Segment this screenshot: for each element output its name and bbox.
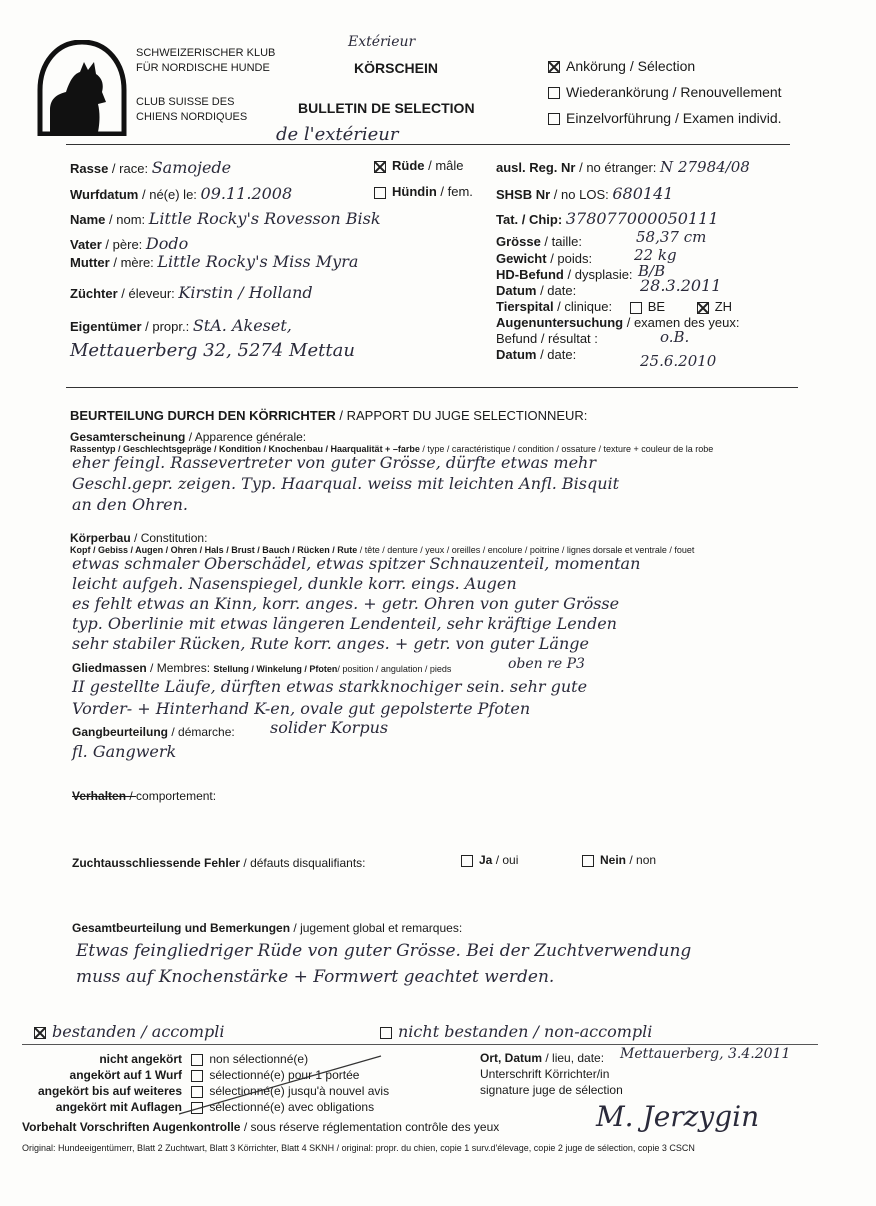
summary-text: Etwas feingliedriger Rüde von guter Grösse. Bei der Zuchtverwendung muss auf Knochenstärke + Formwert geachtet werden. [76,941,692,987]
ja-option[interactable]: Ja / oui [461,853,518,867]
club-logo [36,40,128,136]
chip-value: 378077000050111 [565,209,719,228]
eigentuemer-address: Mettauerberg 32, 5274 Mettau [70,340,355,361]
ort-value: Mettauerberg, 3.4.2011 [620,1046,791,1062]
gewicht-value: 22 kg [634,246,677,264]
gewicht-row: Gewicht / poids: [496,251,593,266]
vorbehalt-row: Vorbehalt Vorschriften Augenkontrolle / sous réserve réglementation contrôle des yeux [22,1120,500,1134]
summary-label: Gesamtbeurteilung und Bemerkungen / jugement global et remarques: [72,921,463,935]
datum-row: Datum / date: [496,283,577,298]
selection-type-options [548,53,782,131]
club-name-de-1: SCHWEIZERISCHER KLUB [136,47,276,59]
result-option-bis-auf-weiteres[interactable]: angekört bis auf weiteres sélectionné(e) jusqu'à nouvel avis [37,1084,390,1098]
nein-option[interactable]: Nein / non [582,853,656,867]
glied-note: oben re P3 [508,656,585,672]
title-de: KÖRSCHEIN [354,60,439,76]
chip-row: Tat. / Chip: 378077000050111 [496,209,719,228]
divider-fields [66,387,798,388]
datum-value: 28.3.2011 [640,276,722,295]
title-fr: BULLETIN DE SELECTION [298,100,475,116]
zuechter-row: Züchter / éleveur: Kirstin / Holland [70,283,313,302]
checkbox-icon[interactable] [630,302,642,314]
checkbox-icon[interactable] [380,1027,392,1039]
tierspital-row: Tierspital / clinique: BE ZH [496,299,733,314]
judge-signature: M. Jerzygin [596,1100,760,1133]
checkbox-checked-icon[interactable] [548,61,560,73]
checkbox-checked-icon[interactable] [34,1027,46,1039]
checkbox-checked-icon[interactable] [697,302,709,314]
huendin-option[interactable]: Hündin / fem. [374,184,473,199]
option-wiederankoerung[interactable]: Wiederankörung / Renouvellement [548,79,782,105]
koerper-sub: Kopf / Gebiss / Augen / Ohren / Hals / Brust / Bauch / Rücken / Rute / tête / denture / yeux / oreilles / encolure / poitrine / lignes dorsale et ventrale / fouet [70,545,695,555]
zuechter-value: Kirstin / Holland [178,283,313,302]
glied-label: Gliedmassen / Membres: Stellung / Winkelung / Pfoten/ position / angulation / pieds [72,661,452,675]
gang-note: solider Korpus [270,718,389,737]
koerper-text: etwas schmaler Oberschädel, etwas spitzer Schnauzenteil, momentan leicht aufgeh. Nasenspiegel, dunkle korr. eings. Augen es fehlt etwas an Kinn, korr. anges. + getr. Ohren von guter Grösse typ. Oberlinie mit etwas längeren Lendenteil, sehr kräftige Lenden sehr stabiler Rücken, Rute korr. anges. + getr. von guter Länge [72,554,641,653]
mutter-value: Little Rocky's Miss Myra [157,252,359,271]
vater-value: Dodo [145,234,189,253]
dog-logo-icon [36,40,128,136]
checkbox-icon[interactable] [374,187,386,199]
eigentuemer-value: StA. Akeset, [192,316,292,335]
sig-label: Unterschrift Körrichter/in [480,1067,610,1081]
ausl-value: N 27984/08 [660,158,750,176]
footer-note: Original: Hundeeigentümerr, Blatt 2 Zuchtwart, Blatt 3 Körrichter, Blatt 4 SKNH / original: propr. du chien, copie 1 surv.d'élevage, copie 2 juge de sélection, copie 3 CSCN [22,1143,695,1153]
wurfdatum-value: 09.11.2008 [200,184,293,203]
eigentuemer-row: Eigentümer / propr.: StA. Akeset, [70,316,292,335]
handwritten-top: Extérieur [348,34,416,50]
fehler-row: Zuchtausschliessende Fehler / défauts disqualifiants: [72,856,366,870]
hd-row: HD-Befund / dysplasie: [496,267,633,282]
shsb-value: 680141 [612,184,674,203]
handwritten-sub: de l'extérieur [276,124,399,145]
mutter-row: Mutter / mère: Little Rocky's Miss Myra [70,252,359,271]
wurfdatum-row: Wurfdatum / né(e) le: 09.11.2008 [70,184,293,203]
hd-value: B/B [638,262,666,280]
vater-row: Vater / père: Dodo [70,234,189,253]
groesse-row: Grösse / taille: [496,234,583,249]
befund-value: o.B. [660,328,690,346]
name-value: Little Rocky's Rovesson Bisk [148,209,381,228]
judge-heading: BEURTEILUNG DURCH DEN KÖRRICHTER / RAPPORT DU JUGE SELECTIONNEUR: [70,408,588,423]
rasse-row: Rasse / race: Samojede [70,158,232,177]
gesamt-text: eher feingl. Rassevertreter von guter Grösse, dürfte etwas mehr Geschl.gepr. zeigen. Typ. Haarqual. weiss mit leichten Anfl. Bisquit an den Ohren. [72,453,620,514]
gesamt-sub: Rassentyp / Geschlechtsgepräge / Kondition / Knochenbau / Haarqualität + –farbe / type / caractéristique / condition / ossature / texture + couleur de la robe [70,444,714,454]
groesse-value: 58,37 cm [636,228,707,246]
shsb-row: SHSB Nr / no LOS: 680141 [496,184,674,203]
option-einzelvorfuehrung[interactable]: Einzelvorführung / Examen individ. [548,105,782,131]
ausl-row: ausl. Reg. Nr / no étranger: N 27984/08 [496,158,750,176]
checkbox-icon[interactable] [548,87,560,99]
result-option-1-wurf[interactable]: angekört auf 1 Wurf sélectionné(e) pour 1 portée [69,1068,360,1082]
rasse-value: Samojede [151,158,232,177]
checkbox-checked-icon[interactable] [374,161,386,173]
result-option-mit-auflagen[interactable]: angekört mit Auflagen sélectionné(e) avec obligations [55,1100,375,1114]
befund-row: Befund / résultat : [496,331,598,346]
gesamt-label: Gesamterscheinung / Apparence générale: [70,430,307,444]
bestanden-option[interactable]: bestanden / accompli [34,1022,225,1041]
checkbox-icon[interactable] [582,855,594,867]
ort-row: Ort, Datum / lieu, date: [480,1051,605,1065]
checkbox-icon[interactable] [548,113,560,125]
result-option-nicht-angekoert[interactable]: nicht angekört non sélectionné(e) [99,1052,309,1066]
strikethrough-mark [175,1052,385,1116]
verhalten-label: Verhalten / comportement: [72,789,217,803]
ruede-option[interactable]: Rüde / mâle [374,158,464,173]
gang-text: fl. Gangwerk [72,742,177,761]
be-option[interactable]: BE [630,299,665,314]
option-ankoerung[interactable]: Ankörung / Sélection [548,53,782,79]
datum2-row: Datum / date: [496,347,577,362]
divider-header [66,144,790,145]
divider-result [22,1044,818,1045]
zh-option[interactable]: ZH [697,299,732,314]
datum2-value: 25.6.2010 [640,352,717,370]
glied-text: II gestellte Läufe, dürften etwas starkknochiger sein. sehr gute Vorder- + Hinterhand K-en, ovale gut gepolsterte Pfoten [72,677,588,718]
sig-label-fr: signature juge de sélection [480,1083,623,1097]
name-row: Name / nom: Little Rocky's Rovesson Bisk [70,209,381,228]
club-name-de-2: FÜR NORDISCHE HUNDE [136,62,270,74]
checkbox-icon[interactable] [461,855,473,867]
club-name-fr-2: CHIENS NORDIQUES [136,111,248,123]
augen-row: Augenuntersuchung / examen des yeux: [496,315,740,330]
koerper-label: Körperbau / Constitution: [70,531,208,545]
nicht-bestanden-option[interactable]: nicht bestanden / non-accompli [380,1022,652,1041]
club-name-fr-1: CLUB SUISSE DES [136,96,235,108]
gang-label: Gangbeurteilung / démarche: [72,725,235,739]
